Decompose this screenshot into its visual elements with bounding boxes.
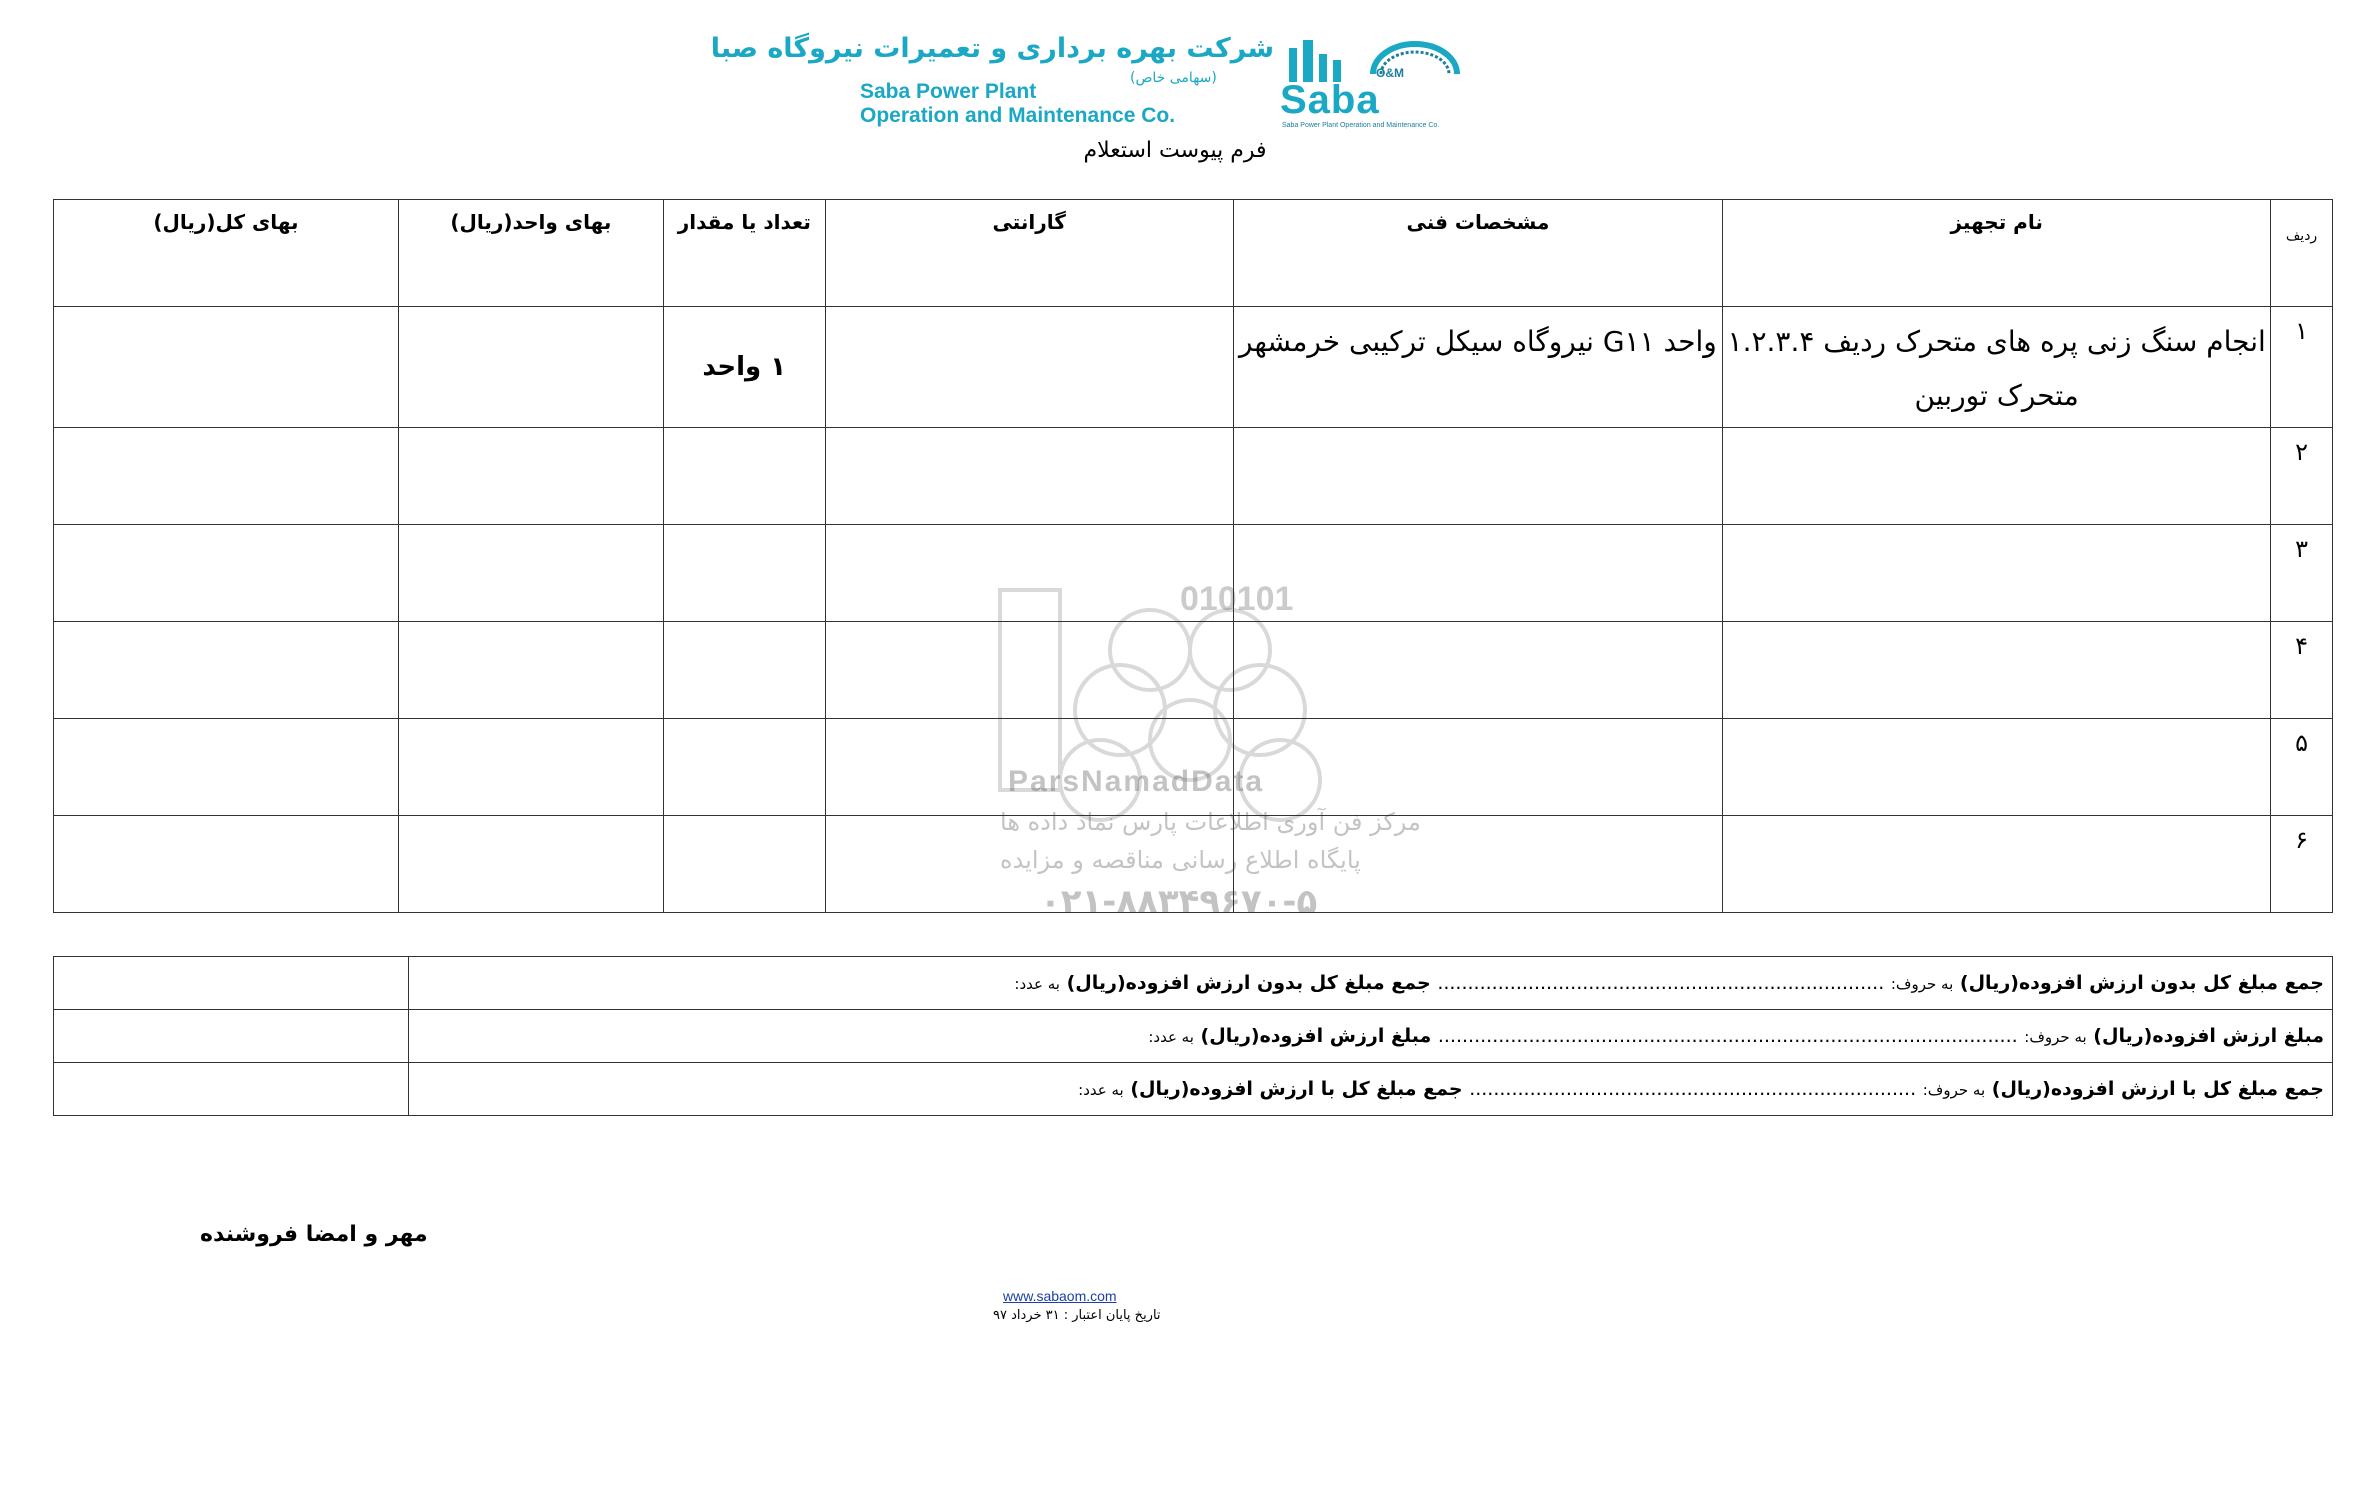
vat-value[interactable]: [54, 1010, 409, 1063]
total-without-vat-value[interactable]: [54, 957, 409, 1010]
items-table: [53, 199, 2333, 913]
total-price-cell: [54, 428, 399, 525]
header-row-no: ردیف: [2271, 200, 2333, 307]
company-name-fa: شرکت بهره برداری و تعمیرات نیروگاه صبا: [710, 33, 1274, 64]
header-unit-price: بهای واحد(ریال): [398, 200, 663, 307]
total-with-vat-value[interactable]: [54, 1063, 409, 1116]
warranty-cell: [825, 719, 1233, 816]
watermark-line2: پایگاه اطلاع رسانی مناقصه و مزایده: [1000, 846, 1361, 874]
equipment-cell: [1723, 622, 2271, 719]
vat-label-2: مبلغ ارزش افزوده(ریال): [1200, 1025, 1432, 1047]
row-number: ۱: [2271, 307, 2333, 428]
row-number: ۵: [2271, 719, 2333, 816]
fill-dots: ..........................................................................: [1469, 1078, 1917, 1100]
specs-cell: [1233, 525, 1723, 622]
equipment-cell: [1723, 307, 2271, 428]
warranty-cell: [825, 428, 1233, 525]
totals-table: [53, 956, 2333, 1116]
unit-price-cell: [398, 622, 663, 719]
total-with-vat-label-2: جمع مبلغ کل با ارزش افزوده(ریال): [1130, 1078, 1463, 1100]
total-price-cell: [54, 719, 399, 816]
form-title: فرم پیوست استعلام: [1083, 138, 1267, 163]
unit-price-cell: [398, 816, 663, 913]
specs-cell: [1233, 307, 1723, 428]
unit-price-cell: [398, 307, 663, 428]
equipment-text: انجام سنگ زنی پره های متحرک ردیف ۱.۲.۳.۴ متحرک توربین: [1727, 325, 2266, 412]
total-price-cell: [54, 622, 399, 719]
row-number: ۴: [2271, 622, 2333, 719]
unit-price-cell: [398, 525, 663, 622]
equipment-cell: [1723, 428, 2271, 525]
totals-row: [54, 957, 2333, 1010]
header-total-price: بهای کل(ریال): [54, 200, 399, 307]
header-warranty: گارانتی: [825, 200, 1233, 307]
specs-cell: [1233, 816, 1723, 913]
warranty-cell: [825, 622, 1233, 719]
total-with-vat-label: جمع مبلغ کل با ارزش افزوده(ریال): [1991, 1078, 2324, 1100]
in-digits-label: به عدد:: [1014, 975, 1060, 993]
warranty-cell: [825, 816, 1233, 913]
vat-label: مبلغ ارزش افزوده(ریال): [2093, 1025, 2324, 1047]
totals-row: [54, 1063, 2333, 1116]
quantity-cell: [663, 525, 825, 622]
row-number: ۳: [2271, 525, 2333, 622]
logo-wordmark: Saba: [1280, 78, 1380, 122]
logo-tagline: Saba Power Plant Operation and Maintenance Co.: [1282, 122, 1440, 129]
in-digits-label: به عدد:: [1148, 1028, 1194, 1046]
table-row: [54, 622, 2333, 719]
table-row: [54, 816, 2333, 913]
total-with-vat-cell: [409, 1063, 2333, 1116]
totals-row: [54, 1010, 2333, 1063]
quantity-cell: [663, 622, 825, 719]
unit-price-cell: [398, 428, 663, 525]
company-name-en-line2: Operation and Maintenance Co.: [860, 104, 1176, 127]
company-type: (سهامی خاص): [1130, 70, 1217, 86]
total-price-cell: [54, 525, 399, 622]
table-header-row: [54, 200, 2333, 307]
specs-cell: [1233, 428, 1723, 525]
equipment-cell: [1723, 816, 2271, 913]
table-row: [54, 428, 2333, 525]
warranty-cell: [825, 525, 1233, 622]
total-without-vat-label: جمع مبلغ کل بدون ارزش افزوده(ریال): [1959, 972, 2324, 994]
seller-seal-signature: مهر و امضا فروشنده: [200, 1222, 428, 1247]
specs-cell: [1233, 719, 1723, 816]
table-row: [54, 525, 2333, 622]
total-without-vat-label-2: جمع مبلغ کل بدون ارزش افزوده(ریال): [1066, 972, 1431, 994]
row-number: ۲: [2271, 428, 2333, 525]
vat-cell: [409, 1010, 2333, 1063]
watermark-line1: مرکز فن آوری اطلاعات پارس نماد داده ها: [1000, 808, 1421, 836]
quantity-cell: [663, 816, 825, 913]
expiry-date: تاریخ پایان اعتبار : ۳۱ خرداد ۹۷: [993, 1308, 1161, 1323]
header-quantity: تعداد یا مقدار: [663, 200, 825, 307]
specs-text: واحد G۱۱ نیروگاه سیکل ترکیبی خرمشهر: [1239, 325, 1717, 358]
header-equipment: نام تجهیز: [1723, 200, 2271, 307]
specs-cell: [1233, 622, 1723, 719]
warranty-cell: [825, 307, 1233, 428]
company-name-en-line1: Saba Power Plant: [860, 80, 1037, 103]
fill-dots: ................................................................................................: [1437, 1025, 2018, 1047]
fill-dots: ..........................................................................: [1437, 972, 1885, 994]
watermark-phone: ۰۲۱-۸۸۳۴۹۶۷۰-۵: [1040, 882, 1318, 922]
watermark-brand: ParsNamadData: [1008, 765, 1265, 798]
quantity-cell: [663, 428, 825, 525]
equipment-cell: [1723, 525, 2271, 622]
website-link[interactable]: www.sabaom.com: [1003, 1288, 1117, 1304]
equipment-cell: [1723, 719, 2271, 816]
in-words-label: به حروف:: [1922, 1081, 1986, 1099]
watermark-binary: 010101: [1180, 580, 1294, 618]
in-digits-label: به عدد:: [1078, 1081, 1124, 1099]
logo-badge: O&M: [1376, 66, 1404, 80]
unit-price-cell: [398, 719, 663, 816]
table-row: [54, 719, 2333, 816]
header-specs: مشخصات فنی: [1233, 200, 1723, 307]
total-price-cell: [54, 816, 399, 913]
in-words-label: به حروف:: [1890, 975, 1954, 993]
quantity-cell: ۱ واحد: [663, 307, 825, 428]
quantity-cell: [663, 719, 825, 816]
in-words-label: به حروف:: [2024, 1028, 2087, 1046]
row-number: ۶: [2271, 816, 2333, 913]
table-row: [54, 307, 2333, 428]
total-price-cell: [54, 307, 399, 428]
total-without-vat-cell: [409, 957, 2333, 1010]
